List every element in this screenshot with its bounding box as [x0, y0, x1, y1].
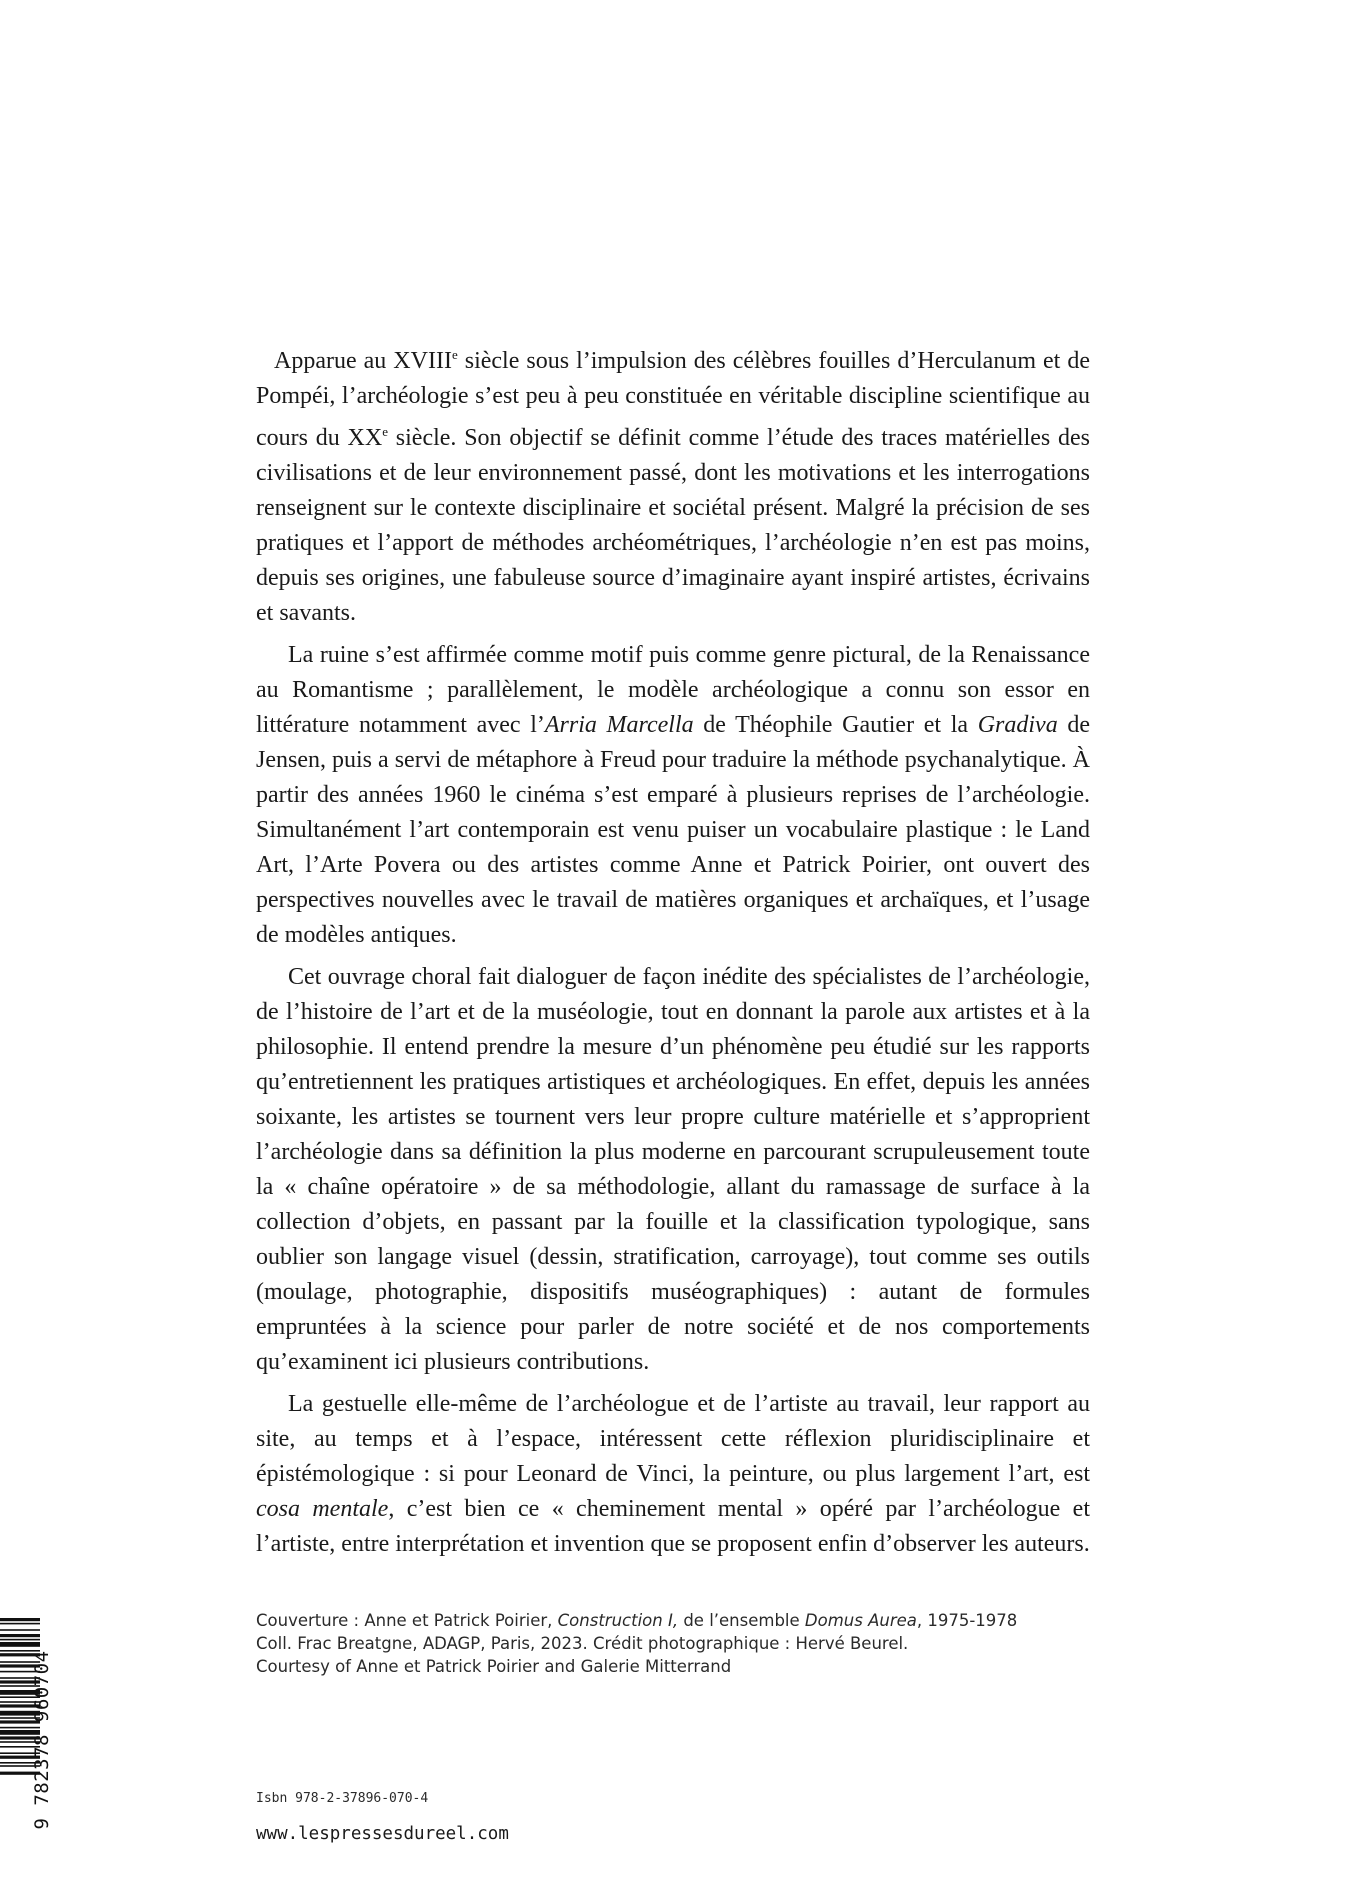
credit-line-1: Couverture : Anne et Patrick Poirier, Construction I, de l’ensemble Domus Aurea, 1975-1978: [256, 1611, 1018, 1630]
credit-line-2: Coll. Frac Breatgne, ADAGP, Paris, 2023. Crédit photographique : Hervé Beurel.: [256, 1634, 909, 1653]
paragraph-1: Apparue au XVIIIe siècle sous l’impulsion des célèbres fouilles d’Herculanum et de Pompéi, l’archéologie s’est peu à peu constituée en véritable discipline scientifique au cours du XXe siècle. Son objectif se définit comme l’étude des traces matérielles des civilisations et de leur environnement passé, dont les motivations et les interrogations renseignent sur le contexte disciplinaire et sociétal présent. Malgré la précision de ses pratiques et l’apport de méthodes archéométriques, l’archéologie n’en est pas moins, depuis ses origines, une fabuleuse source d’imaginaire ayant inspiré artistes, écrivains et savants.: [256, 347, 1091, 626]
back-cover-text: [256, 337, 1090, 1569]
cover-credits: [256, 1609, 1116, 1678]
website-url: www.lespressesdureel.com: [256, 1824, 509, 1844]
isbn: Isbn 978-2-37896-070-4: [256, 1791, 429, 1806]
paragraph-3: Cet ouvrage choral fait dialoguer de façon inédite des spécialistes de l’archéologie, de l’histoire de l’art et de la muséologie, tout en donnant la parole aux artistes et à la philosophie. Il entend prendre la mesure d’un phénomène peu étudié sur les rapports qu’entretiennent les pratiques artistiques et archéologiques. En effet, depuis les années soixante, les artistes se tournent vers leur propre culture matérielle et s’approprient l’archéologie dans sa définition la plus moderne en parcourant scrupuleusement toute la « chaîne opératoire » de sa méthodologie, allant du ramassage de surface à la collection d’objets, en passant par la fouille et la classification typologique, sans oublier son langage visuel (dessin, stratification, carroyage), tout comme ses outils (moulage, photographie, dispositifs muséographiques) : autant de formules empruntées à la science pour parler de notre société et de nos comportements qu’examinent ici plusieurs contributions.: [256, 964, 1090, 1375]
term-cosa-mentale: cosa mentale: [256, 1496, 389, 1522]
paragraph-2: La ruine s’est affirmée comme motif puis comme genre pictural, de la Renaissance au Romantisme ; parallèlement, le modèle archéologique a connu son essor en littérature notamment avec l’Arria Marcella de Théophile Gautier et la Gradiva de Jensen, puis a servi de métaphore à Freud pour traduire la méthode psychanalytique. À partir des années 1960 le cinéma s’est emparé à plusieurs reprises de l’archéologie. Simultanément l’art contemporain est venu puiser un vocabulaire plastique : le Land Art, l’Arte Povera ou des artistes comme Anne et Patrick Poirier, ont ouvert des perspectives nouvelles avec le travail de matières organiques et archaïques, et l’usage de modèles antiques.: [256, 642, 1091, 948]
credit-line-3: Courtesy of Anne et Patrick Poirier and Galerie Mitterrand: [256, 1657, 732, 1676]
superscript-e: e: [382, 424, 388, 439]
title-arria-marcella: Arria Marcella: [544, 712, 694, 738]
paragraph-4: La gestuelle elle-même de l’archéologue et de l’artiste au travail, leur rapport au site, au temps et à l’espace, intéressent cette réflexion pluridisciplinaire et épistémologique : si pour Leonard de Vinci, la peinture, ou plus largement l’art, est cosa mentale, c’est bien ce « cheminement mental » opéré par l’archéologue et l’artiste, entre interprétation et invention que se proposent enfin d’observer les auteurs.: [256, 1391, 1090, 1557]
title-gradiva: Gradiva: [977, 712, 1058, 738]
barcode-digits: 9 782378 960704: [31, 1650, 53, 1830]
superscript-e: e: [451, 347, 458, 362]
